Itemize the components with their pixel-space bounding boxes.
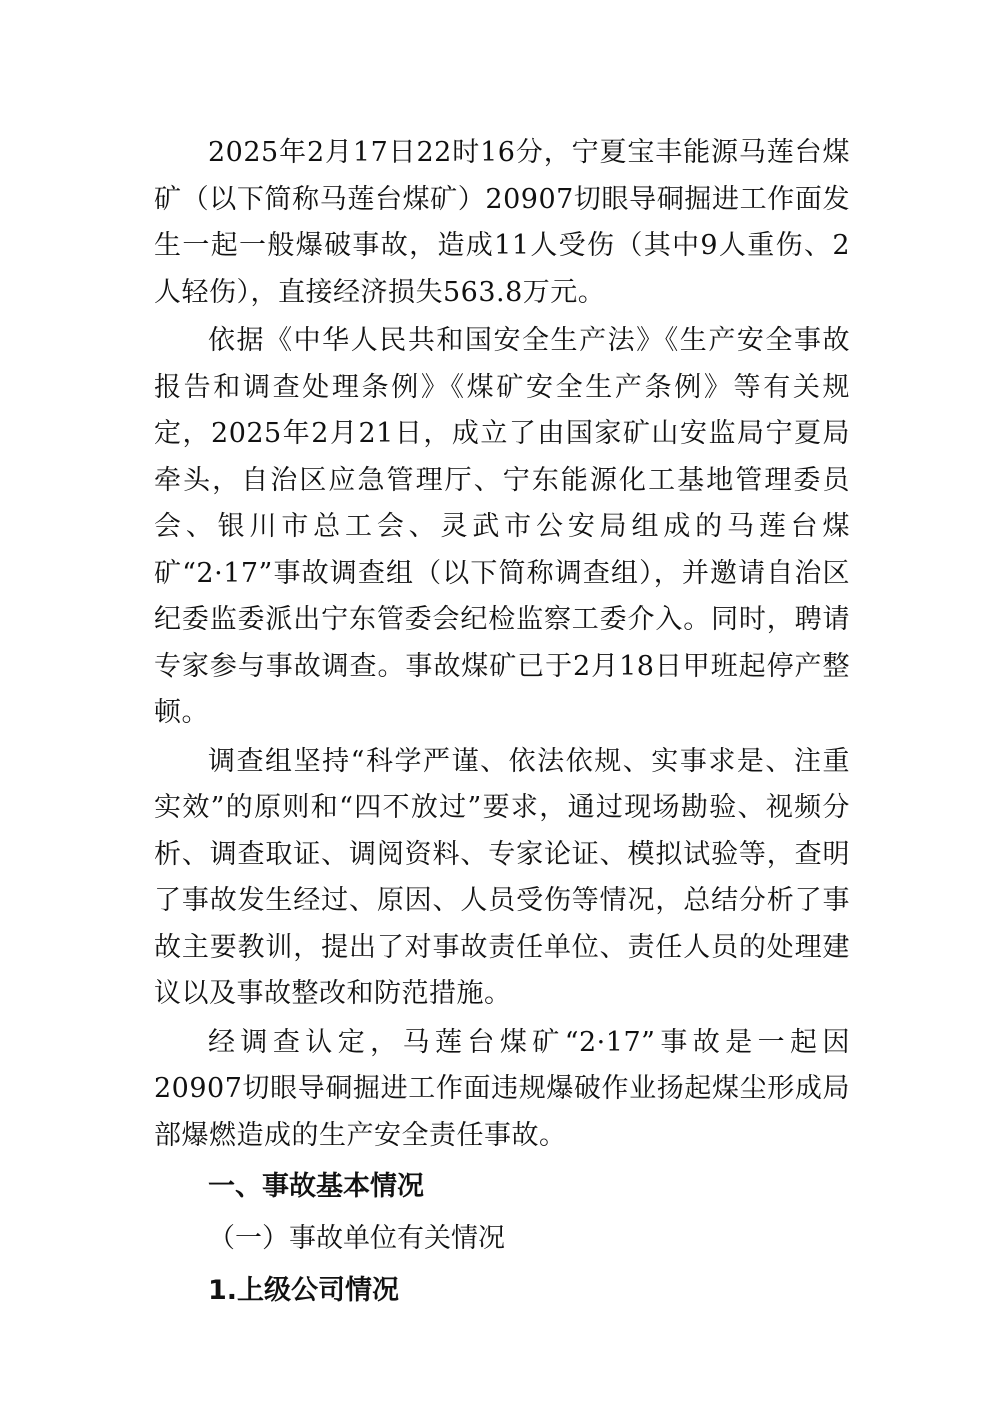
paragraph-incident-summary: 2025年2月17日22时16分，宁夏宝丰能源马莲台煤矿（以下简称马莲台煤矿）20907切眼导硐掘进工作面发生一起一般爆破事故，造成11人受伤（其中9人重伤、2人轻伤），直接经济损失563.8万元。 xyxy=(154,137,850,308)
document-body xyxy=(154,130,850,1317)
paragraph-investigation-conclusion: 经调查认定，马莲台煤矿“2·17”事故是一起因20907切眼导硐掘进工作面违规爆破作业扬起煤尘形成局部爆燃造成的生产安全责任事故。 xyxy=(154,1026,850,1151)
subsection-heading: （一）事故单位有关情况 xyxy=(208,1223,505,1254)
section-heading: 一、事故基本情况 xyxy=(208,1171,424,1202)
item-heading: 1.上级公司情况 xyxy=(208,1275,400,1306)
paragraph-investigation-basis: 依据《中华人民共和国安全生产法》《生产安全事故报告和调查处理条例》《煤矿安全生产条例》等有关规定，2025年2月21日，成立了由国家矿山安监局宁夏局牵头，自治区应急管理厅、宁东能源化工基地管理委员会、银川市总工会、灵武市公安局组成的马莲台煤矿“2·17”事故调查组（以下简称调查组），并邀请自治区纪委监委派出宁东管委会纪检监察工委介入。同时，聘请专家参与事故调查。事故煤矿已于2月18日甲班起停产整顿。 xyxy=(154,325,850,728)
paragraph-investigation-principles: 调查组坚持“科学严谨、依法依规、实事求是、注重实效”的原则和“四不放过”要求，通过现场勘验、视频分析、调查取证、调阅资料、专家论证、模拟试验等，查明了事故发生经过、原因、人员受伤等情况，总结分析了事故主要教训，提出了对事故责任单位、责任人员的处理建议以及事故整改和防范措施。 xyxy=(154,745,850,1009)
